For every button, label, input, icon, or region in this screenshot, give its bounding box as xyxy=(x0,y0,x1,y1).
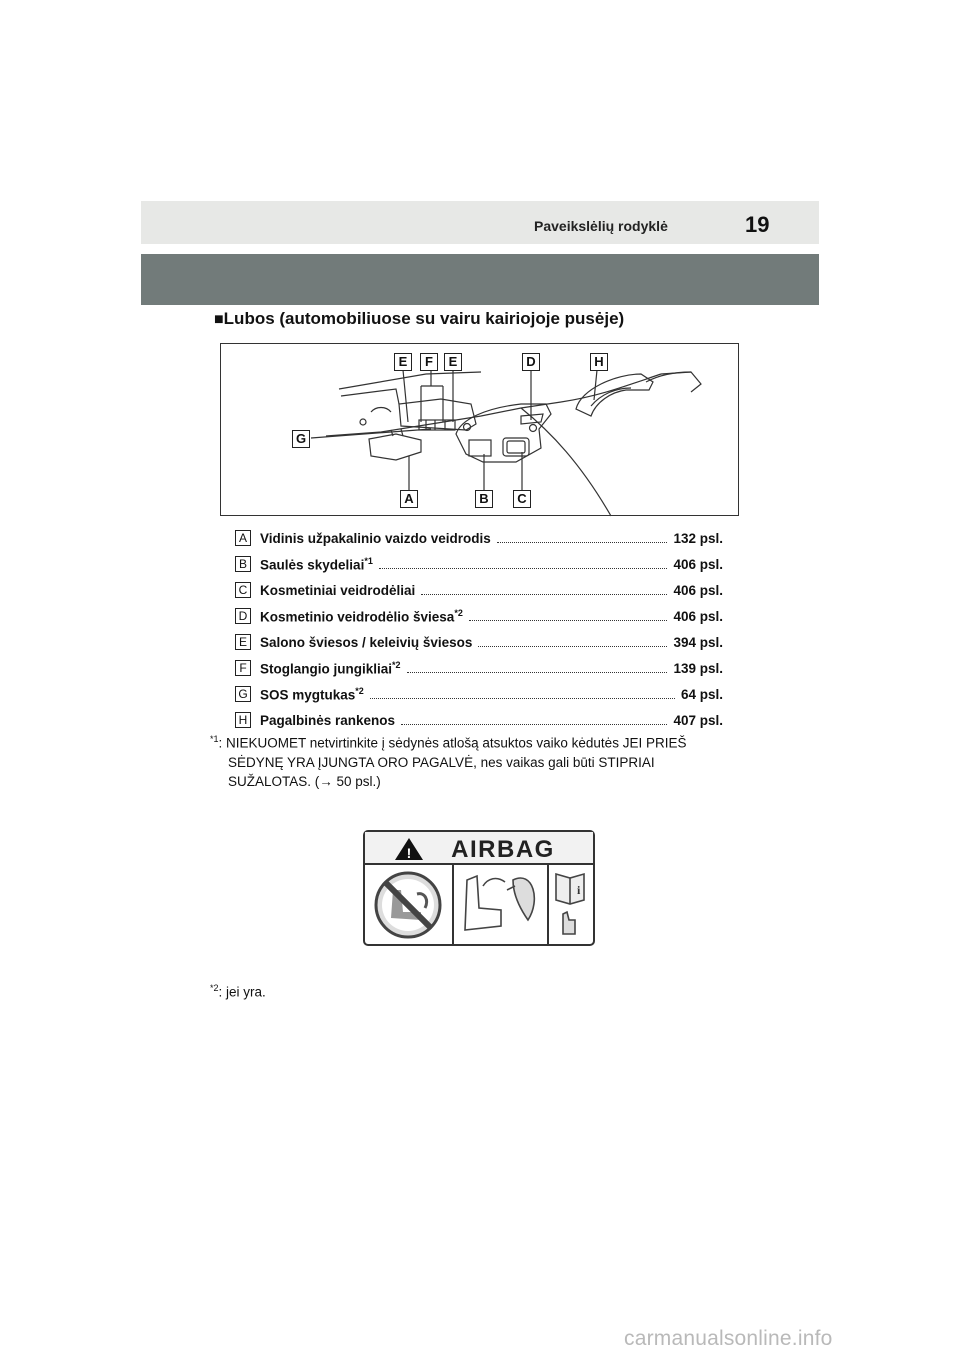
list-item xyxy=(235,681,723,707)
leader-dots xyxy=(421,594,667,595)
footnote-1-line-1: $^{*1}$: NIEKUOMET netvirtinkite į sėdynės atlošą atsuktos vaiko kėdutės JEI PRIEŠ xyxy=(210,734,687,751)
item-label: Vidinis užpakalinio vaizdo veidrodis xyxy=(260,530,491,546)
airbag-heading: AIRBAG xyxy=(451,836,555,863)
item-key: G xyxy=(235,686,251,702)
callout-g: G xyxy=(292,430,310,448)
item-page[interactable]: 394 psl. xyxy=(673,634,723,650)
footnote-ref: *2 xyxy=(454,607,463,618)
footnote-1-line-2: SĖDYNĘ YRA ĮJUNGTA ORO PAGALVĖ, nes vaikas gali būti STIPRIAI xyxy=(228,754,655,770)
item-label: Kosmetiniai veidrodėliai xyxy=(260,582,416,598)
header-bar xyxy=(141,201,819,244)
callout-h: H xyxy=(590,353,608,371)
section-title xyxy=(214,309,624,329)
callout-e-right: E xyxy=(444,353,462,371)
airbag-label-drawing xyxy=(363,830,595,946)
list-item xyxy=(235,577,723,603)
item-key: D xyxy=(235,608,251,624)
leader-dots xyxy=(401,724,667,725)
ceiling-illustration xyxy=(220,343,739,516)
list-item xyxy=(235,603,723,629)
list-item xyxy=(235,629,723,655)
item-label: SOS mygtukas$^{*2}$ xyxy=(260,685,364,703)
item-page[interactable]: 407 psl. xyxy=(673,712,723,728)
item-key: E xyxy=(235,634,251,650)
leader-dots xyxy=(469,620,668,621)
leader-dots xyxy=(370,698,675,699)
footnote-ref: *2 xyxy=(355,685,364,696)
callout-b: B xyxy=(475,490,493,508)
watermark: carmanualsonline.info xyxy=(624,1327,833,1350)
page-number: 19 xyxy=(745,212,770,237)
section-marker: ■ xyxy=(214,311,224,328)
callout-d: D xyxy=(522,353,540,371)
parts-list xyxy=(235,525,723,733)
section-title-text: Lubos (automobiliuose su vairu kairiojoje pusėje) xyxy=(223,309,625,328)
item-label: Stoglangio jungikliai$^{*2}$ xyxy=(260,659,401,677)
callout-e-left: E xyxy=(394,353,412,371)
item-label: Pagalbinės rankenos xyxy=(260,712,396,728)
footnote-2: $^{*2}$: jei yra. xyxy=(210,983,266,1000)
item-key: H xyxy=(235,712,251,728)
list-item xyxy=(235,525,723,551)
footnote-1-mark: *1 xyxy=(210,734,219,744)
list-item xyxy=(235,655,723,681)
footnote-1-line-3: SUŽALOTAS. (→ 50 psl.) xyxy=(228,773,381,789)
no-rear-facing-child-seat-icon xyxy=(376,873,440,937)
footnote-ref: *2 xyxy=(392,659,401,670)
footnote-1 xyxy=(210,730,730,791)
item-label: Kosmetinio veidrodėlio šviesa$^{*2}$ xyxy=(260,607,463,625)
item-label: Salono šviesos / keleivių šviesos xyxy=(260,634,473,650)
svg-text:i: i xyxy=(577,883,581,897)
leader-dots xyxy=(407,672,668,673)
item-label: Saulės skydeliai$^{*1}$ xyxy=(260,555,373,573)
item-key: F xyxy=(235,660,251,676)
airbag-warning-label xyxy=(363,830,595,946)
item-page[interactable]: 64 psl. xyxy=(680,686,723,702)
leader-dots xyxy=(379,568,668,569)
item-page[interactable]: 406 psl. xyxy=(673,608,723,624)
leader-dots xyxy=(497,542,668,543)
list-item xyxy=(235,551,723,577)
item-page[interactable]: 139 psl. xyxy=(673,660,723,676)
callout-c: C xyxy=(513,490,531,508)
item-key: C xyxy=(235,582,251,598)
footnote-2-mark: *2 xyxy=(210,983,219,993)
footnote-ref: *1 xyxy=(364,555,373,566)
callout-a: A xyxy=(400,490,418,508)
item-page[interactable]: 406 psl. xyxy=(673,582,723,598)
leader-dots xyxy=(478,646,667,647)
item-page[interactable]: 406 psl. xyxy=(673,556,723,572)
warning-mark: ! xyxy=(406,845,412,861)
item-page[interactable]: 132 psl. xyxy=(673,530,723,546)
item-key: B xyxy=(235,556,251,572)
section-band xyxy=(141,254,819,305)
item-key: A xyxy=(235,530,251,546)
header-title: Paveikslėlių rodyklė xyxy=(534,218,668,234)
callout-f: F xyxy=(420,353,438,371)
